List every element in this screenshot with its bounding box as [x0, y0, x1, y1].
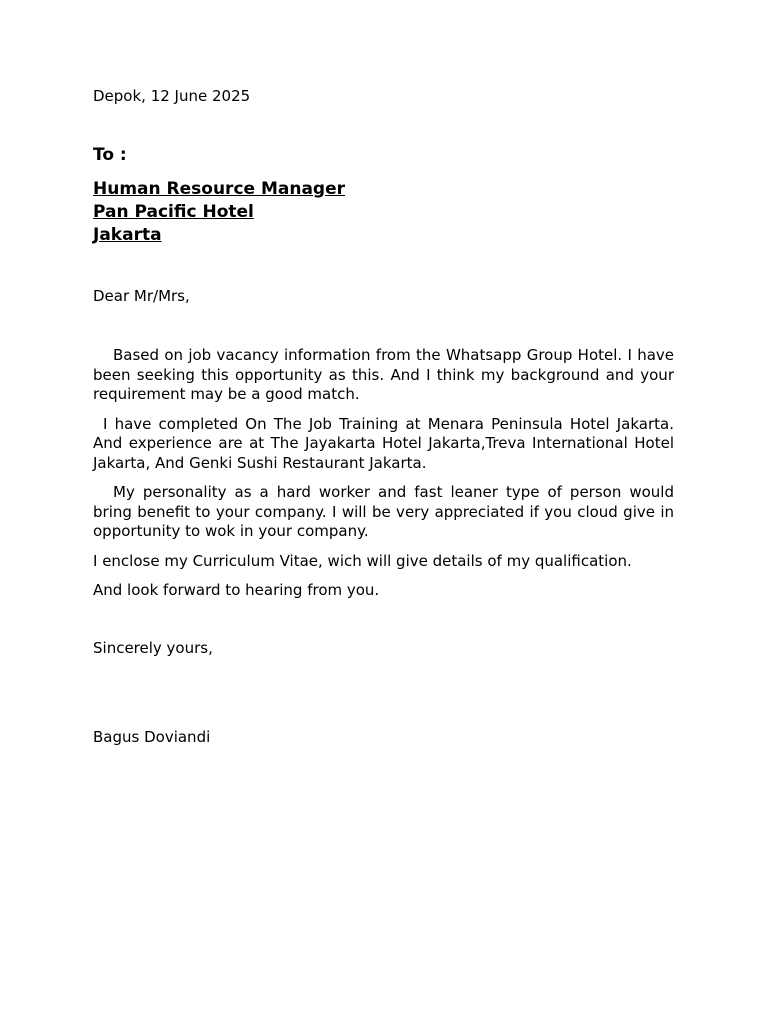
salutation: Dear Mr/Mrs,: [93, 287, 190, 305]
recipient-address: [93, 178, 674, 247]
to-label: To :: [93, 145, 127, 165]
body-paragraph: Based on job vacancy information from the Whatsapp Group Hotel. I have been seeking this opportunity as this. And I think my background and your requirement may be a good match.: [93, 346, 674, 403]
body-paragraph: And look forward to hearing from you.: [93, 581, 380, 599]
body-paragraph: My personality as a hard worker and fast leaner type of person would bring benefit to your company. I will be very appreciated if you cloud give in opportunity to wok in your company.: [93, 483, 674, 540]
letter-date: Depok, 12 June 2025: [93, 87, 251, 105]
closing: Sincerely yours,: [93, 639, 213, 657]
letter-body: [93, 346, 674, 611]
body-paragraph: I have completed On The Job Training at Menara Peninsula Hotel Jakarta. And experience are at The Jayakarta Hotel Jakarta,Treva International Hotel Jakarta, And Genki Sushi Restaurant Jakarta.: [93, 414, 674, 472]
recipient-title: Human Resource Manager: [93, 179, 346, 199]
signature-name: Bagus Doviandi: [93, 728, 211, 746]
body-paragraph: I enclose my Curriculum Vitae, wich will give details of my qualification.: [93, 551, 632, 570]
recipient-city: Jakarta: [93, 225, 162, 245]
recipient-company: Pan Pacific Hotel: [93, 202, 254, 222]
